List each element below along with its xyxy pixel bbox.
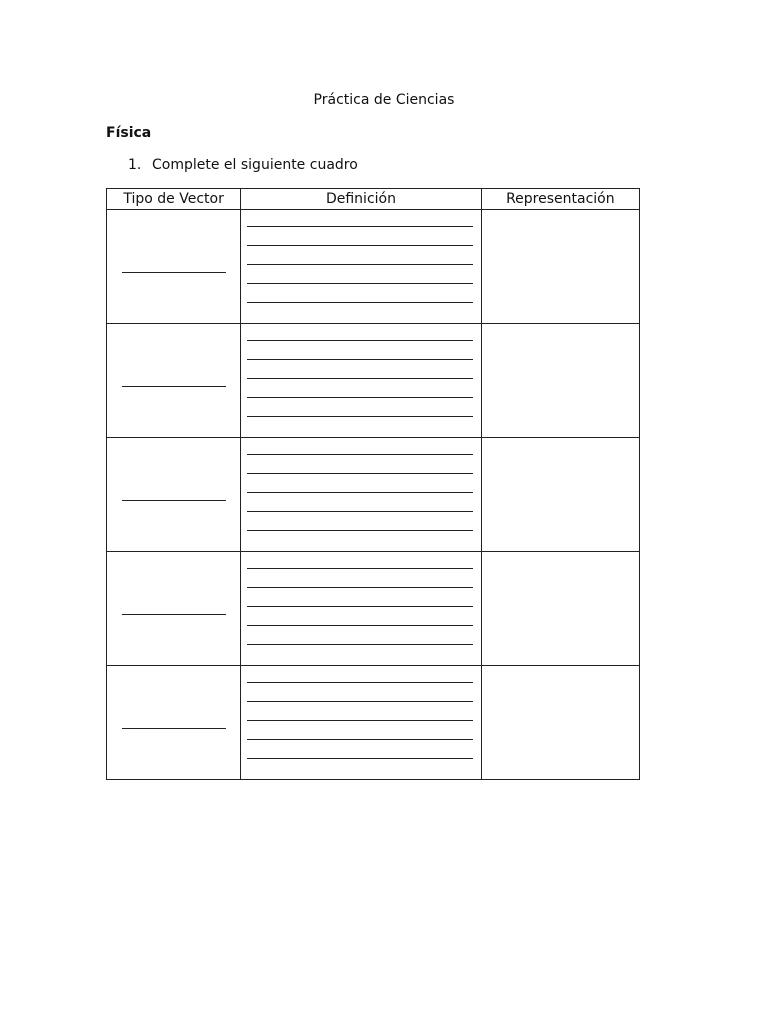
definition-line[interactable] xyxy=(247,302,473,303)
vector-type-blank[interactable] xyxy=(122,614,226,615)
definition-line[interactable] xyxy=(247,283,473,284)
vector-type-cell xyxy=(107,552,241,666)
definition-line[interactable] xyxy=(247,644,473,645)
table-row xyxy=(107,324,640,438)
vector-type-cell xyxy=(107,210,241,324)
table-row xyxy=(107,666,640,780)
definition-line[interactable] xyxy=(247,682,473,683)
definition-line[interactable] xyxy=(247,701,473,702)
definition-line[interactable] xyxy=(247,340,473,341)
definition-line[interactable] xyxy=(247,359,473,360)
section-heading: Física xyxy=(106,125,152,141)
definition-cell xyxy=(241,552,481,666)
definition-line[interactable] xyxy=(247,606,473,607)
header-definition: Definición xyxy=(241,189,481,210)
definition-line[interactable] xyxy=(247,264,473,265)
definition-line[interactable] xyxy=(247,226,473,227)
definition-line[interactable] xyxy=(247,473,473,474)
definition-line[interactable] xyxy=(247,416,473,417)
page-title: Práctica de Ciencias xyxy=(313,92,455,108)
definition-line[interactable] xyxy=(247,492,473,493)
worksheet-table xyxy=(106,188,640,780)
definition-cell xyxy=(241,210,481,324)
definition-line[interactable] xyxy=(247,397,473,398)
definition-line[interactable] xyxy=(247,720,473,721)
instruction-number: 1. xyxy=(128,157,142,173)
definition-line[interactable] xyxy=(247,378,473,379)
vector-type-blank[interactable] xyxy=(122,728,226,729)
representation-cell[interactable] xyxy=(481,210,639,324)
definition-line[interactable] xyxy=(247,739,473,740)
vector-type-blank[interactable] xyxy=(122,272,226,273)
definition-line[interactable] xyxy=(247,511,473,512)
vector-type-cell xyxy=(107,438,241,552)
definition-line[interactable] xyxy=(247,758,473,759)
definition-cell xyxy=(241,666,481,780)
header-vector-type: Tipo de Vector xyxy=(107,189,241,210)
definition-line[interactable] xyxy=(247,587,473,588)
definition-cell xyxy=(241,438,481,552)
table-header-row xyxy=(107,189,640,210)
table-row xyxy=(107,210,640,324)
definition-cell xyxy=(241,324,481,438)
representation-cell[interactable] xyxy=(481,666,639,780)
table-row xyxy=(107,438,640,552)
representation-cell[interactable] xyxy=(481,324,639,438)
vector-type-cell xyxy=(107,666,241,780)
vector-type-cell xyxy=(107,324,241,438)
vector-type-blank[interactable] xyxy=(122,500,226,501)
representation-cell[interactable] xyxy=(481,552,639,666)
definition-line[interactable] xyxy=(247,245,473,246)
vector-type-blank[interactable] xyxy=(122,386,226,387)
definition-line[interactable] xyxy=(247,568,473,569)
header-representation: Representación xyxy=(481,189,639,210)
instruction-item xyxy=(128,157,358,173)
representation-cell[interactable] xyxy=(481,438,639,552)
definition-line[interactable] xyxy=(247,454,473,455)
definition-line[interactable] xyxy=(247,530,473,531)
instruction-text: Complete el siguiente cuadro xyxy=(152,157,358,173)
table-row xyxy=(107,552,640,666)
definition-line[interactable] xyxy=(247,625,473,626)
